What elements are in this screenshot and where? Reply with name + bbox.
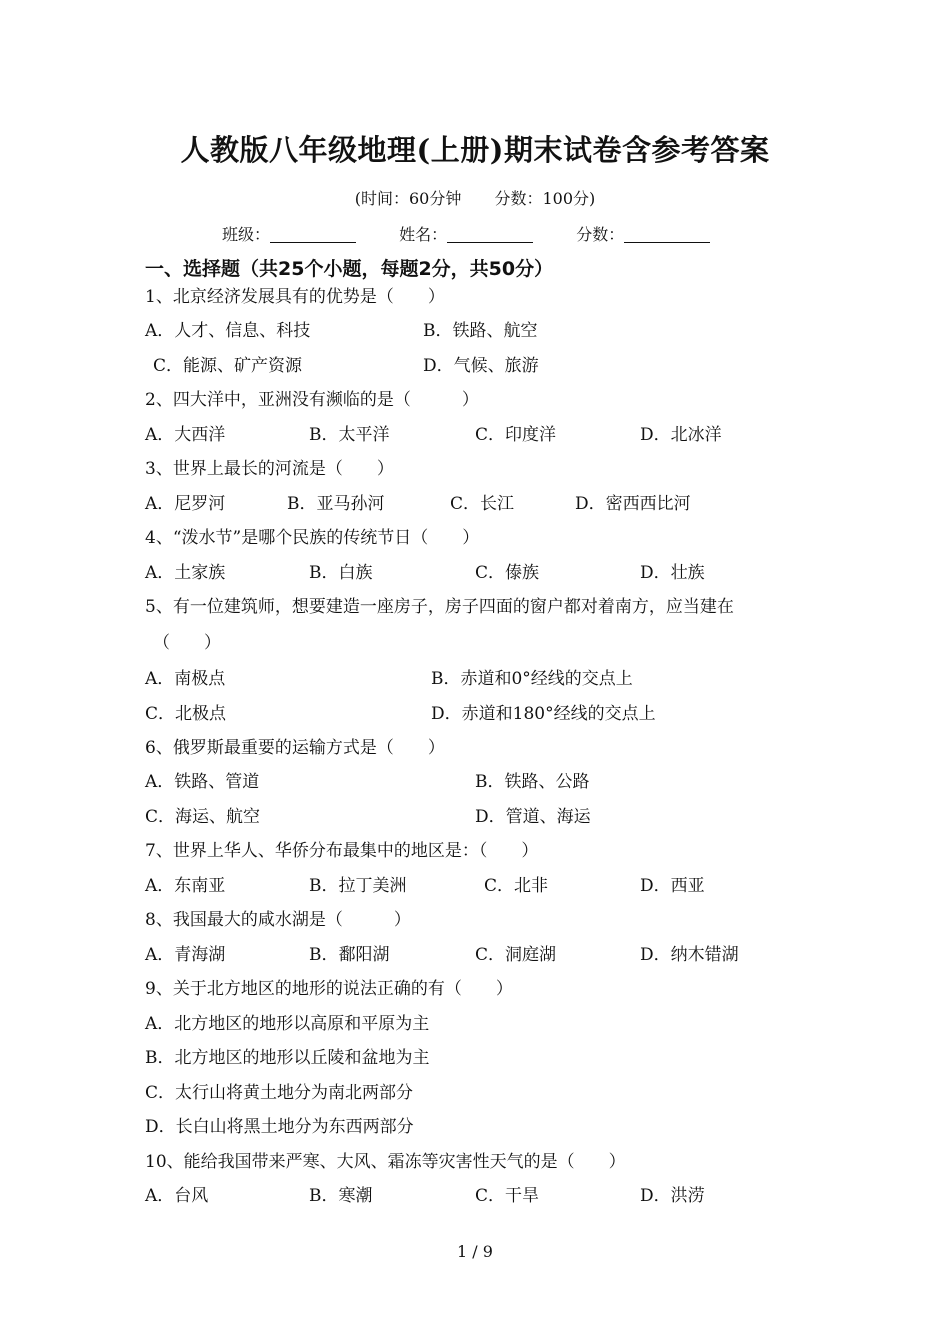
page-title: 人教版八年级地理(上册)期末试卷含参考答案 — [180, 133, 770, 167]
section-heading: 一、选择题（共25个小题，每题2分，共50分） — [145, 258, 554, 280]
option-b: B．太平洋 — [309, 425, 390, 445]
option-d: D．洪涝 — [640, 1186, 705, 1206]
question-9-option-c: C．太行山将黄土地分为南北两部分 — [145, 1083, 414, 1103]
option-d: D．纳木错湖 — [640, 945, 739, 965]
question-7: 7、世界上华人、华侨分布最集中的地区是：（ ） — [145, 841, 539, 861]
option-c: C．北极点 — [145, 704, 227, 724]
score-field: 分数： — [576, 222, 710, 245]
option-d: D．气候、旅游 — [423, 356, 539, 376]
class-blank — [270, 226, 356, 243]
question-1: 1、北京经济发展具有的优势是（ ） — [145, 287, 445, 307]
option-c: C．北非 — [484, 876, 549, 896]
option-b: B．亚马孙河 — [287, 494, 385, 514]
exam-score: 分数：100分) — [494, 189, 596, 208]
question-5: 5、有一位建筑师，想要建造一座房子，房子四面的窗户都对着南方，应当建在 — [145, 597, 734, 617]
option-b: B．拉丁美洲 — [309, 876, 407, 896]
question-9: 9、关于北方地区的地形的说法正确的有（ ） — [145, 979, 513, 999]
question-10: 10、能给我国带来严寒、大风、霜冻等灾害性天气的是（ ） — [145, 1152, 626, 1172]
question-9-option-b: B．北方地区的地形以丘陵和盆地为主 — [145, 1048, 430, 1068]
option-d: D．管道、海运 — [475, 807, 591, 827]
option-b: B．铁路、公路 — [475, 772, 590, 792]
option-a: A．东南亚 — [145, 876, 226, 896]
option-d: D．西亚 — [640, 876, 705, 896]
option-d: D．赤道和180°经线的交点上 — [431, 704, 656, 724]
option-d: D．密西西比河 — [575, 494, 691, 514]
score-blank — [624, 226, 710, 243]
question-9-option-d: D．长白山将黑土地分为东西两部分 — [145, 1117, 414, 1137]
name-field: 姓名： — [399, 222, 533, 245]
option-b: B．寒潮 — [309, 1186, 373, 1206]
question-9-option-a: A．北方地区的地形以高原和平原为主 — [145, 1014, 430, 1034]
option-c: C．能源、矿产资源 — [153, 356, 303, 376]
question-5-bracket: （ ） — [153, 633, 221, 653]
exam-time: (时间：60分钟 — [354, 189, 462, 208]
option-a: A．台风 — [145, 1186, 209, 1206]
option-d: D．北冰洋 — [640, 425, 722, 445]
question-8: 8、我国最大的咸水湖是（ ） — [145, 910, 411, 930]
question-6: 6、俄罗斯最重要的运输方式是（ ） — [145, 738, 445, 758]
question-2: 2、四大洋中，亚洲没有濒临的是（ ） — [145, 390, 479, 410]
option-b: B．赤道和0°经线的交点上 — [431, 669, 633, 689]
option-a: A．大西洋 — [145, 425, 226, 445]
question-4: 4、“泼水节”是哪个民族的传统节日（ ） — [145, 528, 480, 548]
option-b: B．白族 — [309, 563, 373, 583]
option-c: C．海运、航空 — [145, 807, 261, 827]
option-d: D．壮族 — [640, 563, 705, 583]
student-info — [222, 222, 748, 245]
option-a: A．人才、信息、科技 — [145, 321, 311, 341]
exam-meta — [0, 186, 950, 209]
option-a: A．铁路、管道 — [145, 772, 260, 792]
option-a: A．南极点 — [145, 669, 226, 689]
option-b: B．铁路、航空 — [423, 321, 538, 341]
class-field: 班级： — [222, 222, 356, 245]
name-blank — [447, 226, 533, 243]
option-b: B．鄱阳湖 — [309, 945, 390, 965]
option-a: A．土家族 — [145, 563, 226, 583]
option-a: A．尼罗河 — [145, 494, 226, 514]
option-c: C．傣族 — [475, 563, 540, 583]
question-3: 3、世界上最长的河流是（ ） — [145, 459, 394, 479]
option-c: C．洞庭湖 — [475, 945, 557, 965]
option-a: A．青海湖 — [145, 945, 226, 965]
option-c: C．印度洋 — [475, 425, 557, 445]
option-c: C．长江 — [450, 494, 515, 514]
page-number: 1 / 9 — [457, 1242, 493, 1261]
option-c: C．干旱 — [475, 1186, 540, 1206]
